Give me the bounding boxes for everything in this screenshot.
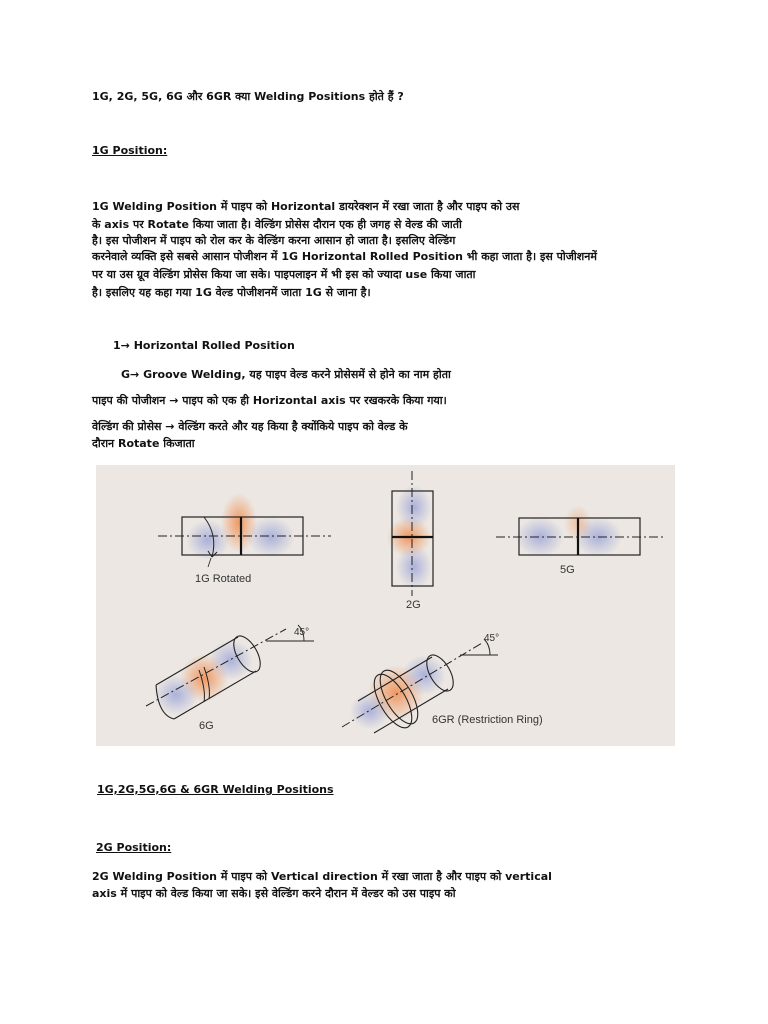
- section-title-1g: 1G Position:: [92, 144, 168, 157]
- label-angle-6gr: 45°: [484, 633, 500, 644]
- definition-horizontal: पाइप की पोजीशन → पाइप को एक ही Horizontal axis पर रखकरके किया गया।: [92, 394, 447, 407]
- welding-positions-figure: [96, 465, 675, 746]
- pipe-5g-diagram: [496, 505, 664, 557]
- list-heading: 1→ Horizontal Rolled Position: [113, 339, 295, 352]
- paragraph-1g-line: है। इसलिए यह कहा गया 1G वेल्ड पोजीशनमें जाता 1G से जाना है।: [92, 286, 371, 299]
- paragraph-1g-line: 1G Welding Position में पाइप को Horizontal डायरेक्शन में रखा जाता है और पाइप को उस: [92, 200, 520, 213]
- pipe-1g-diagram: [158, 493, 331, 567]
- section-title-2g: 2G Position:: [96, 841, 172, 854]
- definition-rolled: दौरान Rotate किजाता: [92, 437, 195, 450]
- paragraph-1g-line: है। इस पोजीशन में पाइप को रोल कर के वेल्डिंग करना आसान हो जाता है। इसलिए वेल्डिंग: [92, 234, 456, 247]
- pipe-2g-diagram: [387, 471, 433, 596]
- label-6g: 6G: [199, 720, 214, 732]
- paragraph-1g-line: पर या उस ग्रूव वेल्डिंग प्रोसेस किया जा सके। पाइपलाइन में भी इस को ज्यादा use किया जाता: [92, 268, 476, 281]
- label-angle-6g: 45°: [294, 627, 310, 638]
- definition-rolled: वेल्डिंग की प्रोसेस → वेल्डिंग करते और यह किया है क्योंकिये पाइप को वेल्ड के: [92, 420, 408, 433]
- paragraph-2g-line: axis में पाइप को वेल्ड किया जा सके। इसे वेल्डिंग करने दौरान में वेल्डर को उस पाइप को: [92, 887, 456, 900]
- label-1g-rotated: 1G Rotated: [195, 573, 252, 585]
- label-6gr: 6GR (Restriction Ring): [432, 714, 543, 726]
- label-5g: 5G: [560, 564, 575, 576]
- paragraph-1g-line: के axis पर Rotate किया जाता है। वेल्डिंग प्रोसेस दौरान एक ही जगह से वेल्ड की जाती: [92, 218, 462, 231]
- label-2g: 2G: [406, 599, 421, 611]
- figure-caption: 1G,2G,5G,6G & 6GR Welding Positions: [97, 783, 334, 796]
- paragraph-1g-line: करनेवाले व्यक्ति इसे सबसे आसान पोजीशन में 1G Horizontal Rolled Position भी कहा जाता है। इस पोजीशनमें: [92, 250, 597, 263]
- definition-groove: G→ Groove Welding, यह पाइप वेल्ड करने प्रोसेसमें से होने का नाम होता: [121, 368, 451, 381]
- article-heading: 1G, 2G, 5G, 6G और 6GR क्या Welding Positions होते हैं ?: [92, 90, 404, 103]
- paragraph-2g-line: 2G Welding Position में पाइप को Vertical direction में रखा जाता है और पाइप को vertical: [92, 870, 552, 883]
- pipe-6g-diagram: [146, 625, 314, 719]
